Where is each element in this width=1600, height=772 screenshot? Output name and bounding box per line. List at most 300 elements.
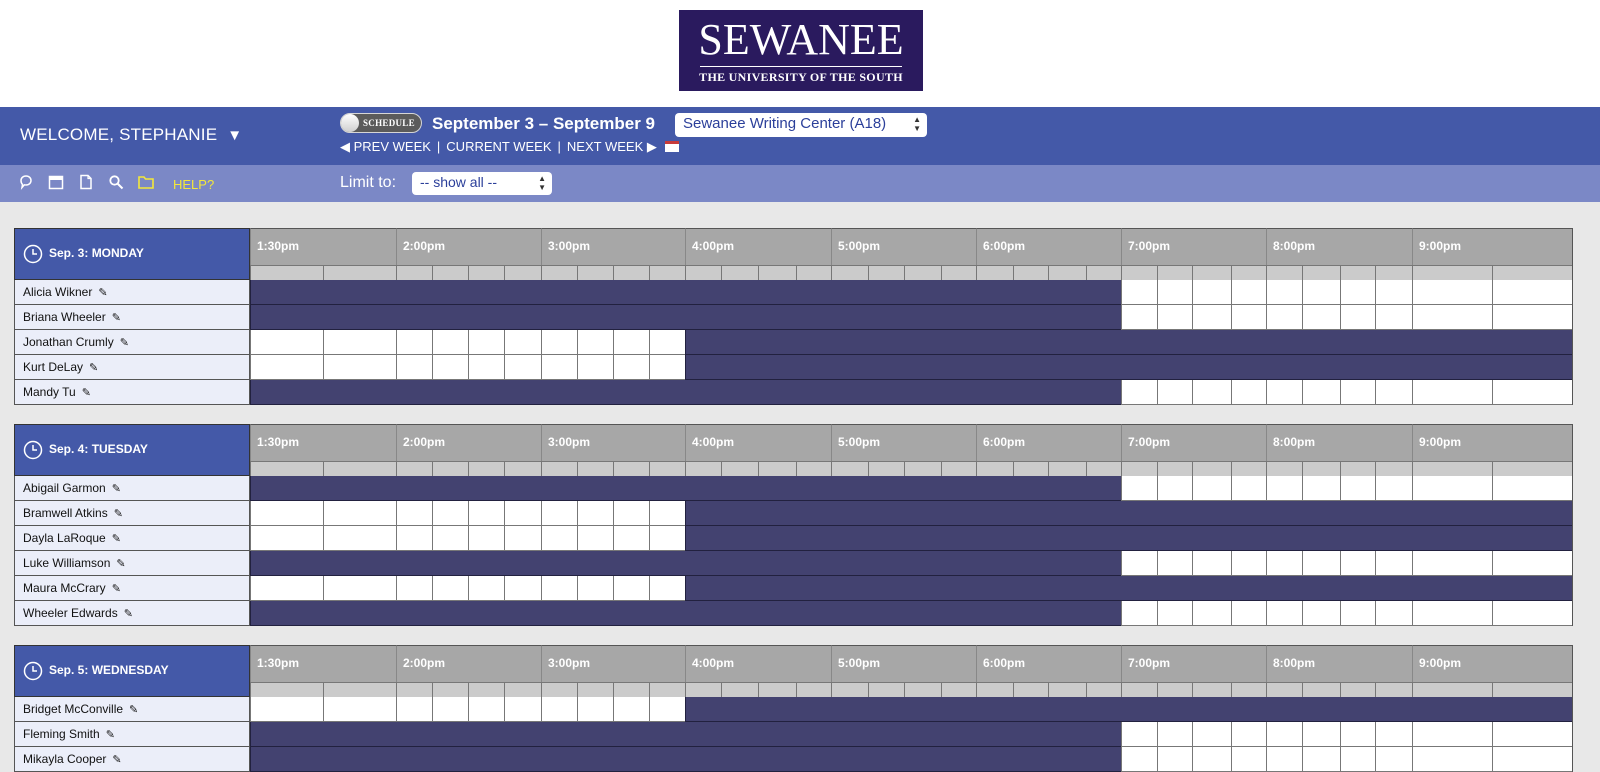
open-slot[interactable] (504, 330, 541, 355)
time-subheader-cell (868, 682, 904, 697)
next-week-link[interactable]: NEXT WEEK ▶ (566, 139, 657, 154)
open-slot[interactable] (1492, 380, 1572, 405)
pencil-icon[interactable]: ✎ (81, 387, 91, 399)
open-slot[interactable] (1340, 551, 1375, 576)
tutor-name-text: Fleming Smith (23, 727, 100, 741)
folder-icon[interactable] (138, 174, 154, 190)
day-block (14, 424, 1587, 626)
open-slot[interactable] (1375, 476, 1412, 501)
open-slot[interactable] (541, 697, 577, 722)
day-date: Sep. 4: (49, 442, 92, 456)
open-slot[interactable] (613, 526, 649, 551)
open-slot[interactable] (1266, 722, 1302, 747)
time-header-cell: 3:00pm (541, 645, 685, 682)
time-subheader-cell (1231, 461, 1266, 476)
tutor-name[interactable] (14, 576, 250, 601)
time-subheader-cell (468, 265, 504, 280)
time-subheader-cell (396, 461, 432, 476)
open-slot[interactable] (250, 576, 323, 601)
open-slot[interactable] (396, 330, 432, 355)
open-slot[interactable] (468, 526, 504, 551)
toggle-label: SCHEDULE (363, 118, 415, 128)
tutor-name[interactable] (14, 601, 250, 626)
open-slot[interactable] (1192, 722, 1231, 747)
time-subheader-cell (796, 682, 831, 697)
tutor-name[interactable] (14, 476, 250, 501)
time-subheader-cell (1492, 682, 1572, 697)
logo-subtitle: THE UNIVERSITY OF THE SOUTH (699, 70, 903, 84)
open-slot[interactable] (1302, 305, 1340, 330)
open-slot[interactable] (1375, 722, 1412, 747)
open-slot[interactable] (504, 355, 541, 380)
time-header-cell: 3:00pm (541, 228, 685, 265)
open-slot[interactable] (504, 526, 541, 551)
open-slot[interactable] (1121, 551, 1157, 576)
open-slot[interactable] (250, 697, 323, 722)
open-slot[interactable] (1375, 747, 1412, 772)
open-slot[interactable] (613, 355, 649, 380)
time-subheader-cell (1412, 682, 1492, 697)
open-slot[interactable] (250, 526, 323, 551)
tutor-name[interactable] (14, 526, 250, 551)
tutor-name-text: Maura McCrary (23, 581, 106, 595)
open-slot[interactable] (1492, 551, 1572, 576)
open-slot[interactable] (1340, 280, 1375, 305)
open-slot[interactable] (1266, 305, 1302, 330)
open-slot[interactable] (1157, 551, 1192, 576)
open-slot[interactable] (323, 697, 396, 722)
chat-bubble-icon[interactable] (18, 174, 34, 190)
tutor-name-text: Briana Wheeler (23, 310, 106, 324)
pencil-icon[interactable]: ✎ (119, 337, 129, 349)
tutor-name[interactable] (14, 280, 250, 305)
tutor-name-text: Wheeler Edwards (23, 606, 118, 620)
open-slot[interactable] (1121, 305, 1157, 330)
open-slot[interactable] (1157, 747, 1192, 772)
open-slot[interactable] (396, 697, 432, 722)
time-subheader-cell (941, 682, 976, 697)
open-slot[interactable] (1412, 280, 1492, 305)
time-subheader-cell (250, 265, 323, 280)
time-subheader-cell (1302, 265, 1340, 280)
time-subheader-cell (577, 265, 613, 280)
logo-name: SEWANEE (698, 15, 904, 64)
day-header (14, 228, 250, 280)
open-slot[interactable] (1157, 722, 1192, 747)
open-slot[interactable] (396, 526, 432, 551)
time-subheader-cell (1302, 682, 1340, 697)
open-slot[interactable] (323, 576, 396, 601)
time-subheader-cell (685, 461, 721, 476)
time-subheader-cell (577, 682, 613, 697)
open-slot[interactable] (1302, 476, 1340, 501)
open-slot[interactable] (1412, 476, 1492, 501)
time-subheader-cell (1048, 461, 1086, 476)
open-slot[interactable] (1375, 380, 1412, 405)
open-slot[interactable] (613, 330, 649, 355)
open-slot[interactable] (396, 576, 432, 601)
open-slot[interactable] (1412, 722, 1492, 747)
grid-right-edge (1572, 645, 1573, 772)
time-header-cell: 5:00pm (831, 645, 976, 682)
unavailable-block (685, 501, 1572, 526)
clock-icon (23, 440, 43, 460)
time-subheader-cell (1302, 461, 1340, 476)
time-subheader-cell (1192, 265, 1231, 280)
time-subheader-cell (1048, 265, 1086, 280)
document-icon[interactable] (78, 174, 94, 190)
tutor-name[interactable] (14, 747, 250, 772)
time-header-cell: 7:00pm (1121, 228, 1266, 265)
tutor-name[interactable] (14, 501, 250, 526)
open-slot[interactable] (1231, 280, 1266, 305)
open-slot[interactable] (577, 355, 613, 380)
time-subheader-cell (1412, 265, 1492, 280)
unavailable-block (685, 576, 1572, 601)
open-slot[interactable] (1340, 476, 1375, 501)
time-subheader-cell (685, 682, 721, 697)
time-subheader-cell (1086, 461, 1121, 476)
open-slot[interactable] (1340, 601, 1375, 626)
open-slot[interactable] (1412, 601, 1492, 626)
time-header-cell: 9:00pm (1412, 228, 1572, 265)
open-slot[interactable] (1302, 380, 1340, 405)
tutor-name-text: Mandy Tu (23, 385, 76, 399)
open-slot[interactable] (1231, 722, 1266, 747)
open-slot[interactable] (1231, 476, 1266, 501)
open-slot[interactable] (323, 355, 396, 380)
open-slot[interactable] (541, 526, 577, 551)
open-slot[interactable] (1302, 722, 1340, 747)
schedule-toggle[interactable] (340, 113, 422, 133)
tutor-name[interactable] (14, 722, 250, 747)
pencil-icon[interactable]: ✎ (111, 312, 121, 324)
tutor-name[interactable] (14, 697, 250, 722)
time-subheader-cell (1231, 682, 1266, 697)
time-header-cell: 8:00pm (1266, 645, 1412, 682)
pencil-icon[interactable]: ✎ (112, 754, 122, 766)
open-slot[interactable] (1157, 476, 1192, 501)
pencil-icon[interactable]: ✎ (123, 608, 133, 620)
open-slot[interactable] (541, 576, 577, 601)
tutor-name-text: Abigail Garmon (23, 481, 106, 495)
tutor-name-text: Dayla LaRoque (23, 531, 106, 545)
open-slot[interactable] (1157, 601, 1192, 626)
time-subheader-cell (831, 265, 868, 280)
open-slot[interactable] (1192, 747, 1231, 772)
time-subheader-cell (468, 461, 504, 476)
open-slot[interactable] (1231, 380, 1266, 405)
time-subheader-cell (323, 682, 396, 697)
pencil-icon[interactable]: ✎ (111, 483, 121, 495)
clock-icon (23, 661, 43, 681)
tutor-name[interactable] (14, 551, 250, 576)
open-slot[interactable] (613, 697, 649, 722)
clock-icon (23, 244, 43, 264)
unavailable-block (685, 697, 1572, 722)
prev-week-link[interactable]: ◀ PREV WEEK (340, 139, 431, 154)
time-subheader-cell (1412, 461, 1492, 476)
open-slot[interactable] (1492, 305, 1572, 330)
open-slot[interactable] (250, 355, 323, 380)
time-subheader-cell (976, 265, 1013, 280)
open-slot[interactable] (577, 576, 613, 601)
welcome-menu[interactable] (20, 125, 242, 145)
unavailable-block (250, 601, 1121, 626)
open-slot[interactable] (613, 576, 649, 601)
week-nav (340, 139, 679, 155)
open-slot[interactable] (1192, 476, 1231, 501)
time-subheader-cell (1492, 265, 1572, 280)
open-slot[interactable] (250, 501, 323, 526)
pencil-icon[interactable]: ✎ (129, 704, 139, 716)
tutor-name[interactable] (14, 330, 250, 355)
open-slot[interactable] (1302, 747, 1340, 772)
open-slot[interactable] (468, 330, 504, 355)
time-subheader-cell (577, 461, 613, 476)
open-slot[interactable] (649, 501, 685, 526)
open-slot[interactable] (396, 355, 432, 380)
open-slot[interactable] (1121, 747, 1157, 772)
open-slot[interactable] (1192, 601, 1231, 626)
open-slot[interactable] (1375, 601, 1412, 626)
time-subheader-cell (541, 682, 577, 697)
open-slot[interactable] (1266, 476, 1302, 501)
day-label (49, 663, 169, 677)
open-slot[interactable] (1266, 601, 1302, 626)
time-subheader-cell (432, 682, 468, 697)
tutor-name-text: Alicia Wikner (23, 285, 93, 299)
open-slot[interactable] (649, 526, 685, 551)
select-arrows-icon: ▲ ▼ (538, 174, 546, 192)
open-slot[interactable] (432, 576, 468, 601)
time-subheader-cell (1086, 682, 1121, 697)
open-slot[interactable] (541, 501, 577, 526)
open-slot[interactable] (468, 501, 504, 526)
unavailable-block (250, 280, 1121, 305)
open-slot[interactable] (541, 330, 577, 355)
tutor-name-text: Bramwell Atkins (23, 506, 108, 520)
tutor-name[interactable] (14, 380, 250, 405)
open-slot[interactable] (649, 330, 685, 355)
time-header-cell: 3:00pm (541, 424, 685, 461)
time-subheader-cell (868, 265, 904, 280)
time-subheader-cell (1048, 682, 1086, 697)
time-subheader-cell (941, 461, 976, 476)
open-slot[interactable] (1340, 305, 1375, 330)
unavailable-block (250, 476, 1121, 501)
time-subheader-cell (649, 682, 685, 697)
select-arrows-icon: ▲ ▼ (913, 115, 921, 133)
time-subheader-cell (1121, 265, 1157, 280)
open-slot[interactable] (1266, 280, 1302, 305)
limit-select[interactable] (412, 172, 552, 195)
open-slot[interactable] (613, 501, 649, 526)
time-subheader-cell (613, 461, 649, 476)
open-slot[interactable] (468, 576, 504, 601)
open-slot[interactable] (577, 697, 613, 722)
tutor-name[interactable] (14, 305, 250, 330)
center-select-value: Sewanee Writing Center (A18) (683, 115, 887, 132)
unavailable-block (685, 330, 1572, 355)
tutor-name[interactable] (14, 355, 250, 380)
time-subheader-cell (831, 461, 868, 476)
open-slot[interactable] (577, 501, 613, 526)
open-slot[interactable] (396, 501, 432, 526)
open-slot[interactable] (323, 330, 396, 355)
grid-right-edge (1572, 228, 1573, 405)
open-slot[interactable] (541, 355, 577, 380)
open-slot[interactable] (432, 501, 468, 526)
open-slot[interactable] (1412, 551, 1492, 576)
calendar-picker-icon[interactable] (665, 141, 679, 152)
open-slot[interactable] (1121, 601, 1157, 626)
open-slot[interactable] (1340, 722, 1375, 747)
open-slot[interactable] (577, 330, 613, 355)
logo-band (0, 0, 1600, 107)
open-slot[interactable] (1231, 551, 1266, 576)
time-header-cell: 6:00pm (976, 424, 1121, 461)
open-slot[interactable] (1340, 380, 1375, 405)
open-slot[interactable] (432, 355, 468, 380)
time-header-cell: 7:00pm (1121, 645, 1266, 682)
open-slot[interactable] (250, 330, 323, 355)
calendar-icon[interactable] (48, 174, 64, 190)
tutor-name-text: Kurt DeLay (23, 360, 84, 374)
time-header-cell: 1:30pm (250, 424, 396, 461)
open-slot[interactable] (1302, 280, 1340, 305)
open-slot[interactable] (504, 501, 541, 526)
pencil-icon[interactable]: ✎ (111, 533, 121, 545)
time-subheader-cell (541, 461, 577, 476)
open-slot[interactable] (1492, 747, 1572, 772)
time-header-cell: 4:00pm (685, 228, 831, 265)
time-subheader-cell (796, 265, 831, 280)
pencil-icon[interactable]: ✎ (105, 729, 115, 741)
time-subheader-cell (323, 461, 396, 476)
center-select[interactable] (675, 113, 927, 137)
open-slot[interactable] (432, 330, 468, 355)
time-subheader-cell (1492, 461, 1572, 476)
open-slot[interactable] (323, 501, 396, 526)
time-header-cell: 1:30pm (250, 228, 396, 265)
open-slot[interactable] (577, 526, 613, 551)
open-slot[interactable] (1375, 280, 1412, 305)
open-slot[interactable] (649, 697, 685, 722)
open-slot[interactable] (1412, 305, 1492, 330)
time-subheader-cell (721, 461, 758, 476)
open-slot[interactable] (323, 526, 396, 551)
open-slot[interactable] (1192, 380, 1231, 405)
time-subheader-cell (758, 682, 796, 697)
open-slot[interactable] (504, 576, 541, 601)
tutor-name-text: Mikayla Cooper (23, 752, 107, 766)
open-slot[interactable] (432, 697, 468, 722)
open-slot[interactable] (649, 355, 685, 380)
pencil-icon[interactable]: ✎ (111, 583, 121, 595)
time-header-cell: 5:00pm (831, 228, 976, 265)
nav-separator: | (557, 139, 561, 154)
help-link[interactable]: HELP? (173, 177, 215, 192)
open-slot[interactable] (1121, 280, 1157, 305)
open-slot[interactable] (1340, 747, 1375, 772)
time-subheader-cell (504, 682, 541, 697)
caret-down-icon: ▼ (227, 127, 243, 144)
open-slot[interactable] (1375, 551, 1412, 576)
open-slot[interactable] (1231, 305, 1266, 330)
time-subheader-cell (721, 682, 758, 697)
unavailable-block (250, 747, 1121, 772)
time-subheader-cell (1375, 461, 1412, 476)
open-slot[interactable] (468, 697, 504, 722)
open-slot[interactable] (1412, 380, 1492, 405)
open-slot[interactable] (1266, 747, 1302, 772)
time-subheader-cell (1121, 682, 1157, 697)
open-slot[interactable] (1121, 476, 1157, 501)
week-title: September 3 – September 9 (432, 114, 655, 133)
time-subheader-cell (250, 461, 323, 476)
open-slot[interactable] (1231, 747, 1266, 772)
time-subheader-cell (904, 682, 941, 697)
time-subheader-cell (541, 265, 577, 280)
open-slot[interactable] (1492, 280, 1572, 305)
time-header-cell: 6:00pm (976, 645, 1121, 682)
pencil-icon[interactable]: ✎ (89, 362, 99, 374)
time-subheader-cell (649, 265, 685, 280)
time-header-cell: 6:00pm (976, 228, 1121, 265)
open-slot[interactable] (1302, 601, 1340, 626)
day-label (49, 246, 144, 260)
unavailable-block (250, 305, 1121, 330)
limit-select-value: -- show all -- (420, 174, 498, 190)
open-slot[interactable] (1231, 601, 1266, 626)
pencil-icon[interactable]: ✎ (98, 287, 108, 299)
open-slot[interactable] (649, 576, 685, 601)
pencil-icon[interactable]: ✎ (116, 558, 126, 570)
open-slot[interactable] (1375, 305, 1412, 330)
open-slot[interactable] (1192, 280, 1231, 305)
time-subheader-cell (758, 461, 796, 476)
open-slot[interactable] (1302, 551, 1340, 576)
sewanee-logo (679, 10, 923, 91)
open-slot[interactable] (1157, 305, 1192, 330)
open-slot[interactable] (432, 526, 468, 551)
open-slot[interactable] (1192, 551, 1231, 576)
day-header (14, 645, 250, 697)
open-slot[interactable] (1121, 722, 1157, 747)
open-slot[interactable] (504, 697, 541, 722)
open-slot[interactable] (1492, 722, 1572, 747)
open-slot[interactable] (1157, 380, 1192, 405)
open-slot[interactable] (1192, 305, 1231, 330)
open-slot[interactable] (1121, 380, 1157, 405)
pencil-icon[interactable]: ✎ (113, 508, 123, 520)
current-week-link[interactable]: CURRENT WEEK (446, 139, 552, 154)
open-slot[interactable] (1492, 476, 1572, 501)
time-subheader-cell (796, 461, 831, 476)
day-weekday: WEDNESDAY (91, 663, 169, 677)
search-icon[interactable] (108, 174, 124, 190)
open-slot[interactable] (1266, 380, 1302, 405)
open-slot[interactable] (1492, 601, 1572, 626)
open-slot[interactable] (468, 355, 504, 380)
day-block (14, 645, 1587, 772)
open-slot[interactable] (1157, 280, 1192, 305)
time-header-cell: 8:00pm (1266, 424, 1412, 461)
open-slot[interactable] (1412, 747, 1492, 772)
time-subheader-cell (468, 682, 504, 697)
open-slot[interactable] (1266, 551, 1302, 576)
